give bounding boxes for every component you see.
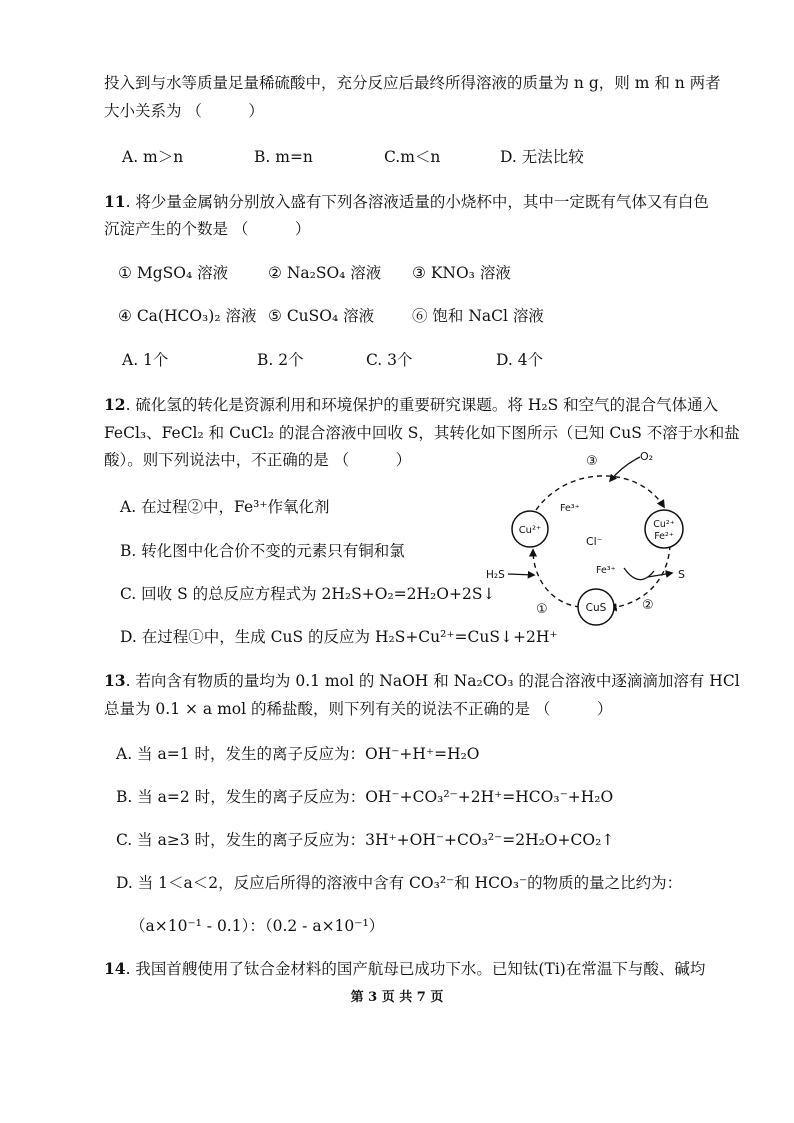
o2-label: O₂ bbox=[640, 450, 654, 463]
q12-line-1 bbox=[104, 394, 718, 416]
o2-arrow bbox=[610, 457, 640, 481]
step-1-label: ① bbox=[536, 602, 548, 617]
q10-option-a: A. m＞n bbox=[122, 148, 184, 166]
q11-option-c: C. 3个 bbox=[366, 351, 413, 369]
cus-label: CuS bbox=[585, 602, 607, 614]
q11-option-a: A. 1个 bbox=[122, 351, 169, 369]
fe3-top-label: Fe³⁺ bbox=[560, 503, 580, 514]
q10-line-1: 投入到与水等质量足量稀硫酸中，充分反应后最终所得溶液的质量为 n g，则 m 和 n 两者 bbox=[104, 74, 721, 92]
q14-line-1 bbox=[104, 958, 705, 980]
q13-number: 13 bbox=[104, 671, 126, 690]
q11-item-5: ⑤ CuSO₄ 溶液 bbox=[268, 307, 375, 325]
q12-line-3: 酸）。则下列说法中，不正确的是 （ ） bbox=[104, 451, 412, 469]
q11-stem: . 将少量金属钠分别放入盛有下列各溶液适量的小烧杯中，其中一定既有气体又有白色 bbox=[125, 193, 709, 211]
q13-option-d-ratio: （a×10⁻¹ - 0.1）：（0.2 - a×10⁻¹） bbox=[130, 917, 385, 935]
arc-top bbox=[536, 476, 664, 510]
sulfur-cycle-diagram bbox=[478, 445, 708, 635]
q12-line-2: FeCl₃、FeCl₂ 和 CuCl₂ 的混合溶液中回收 S，其转化如下图所示（已知 CuS 不溶于水和盐 bbox=[104, 424, 740, 442]
s-label: S bbox=[678, 568, 685, 581]
q13-option-c: C. 当 a≥3 时，发生的离子反应为：3H⁺+OH⁻+CO₃²⁻=2H₂O+CO₂↑ bbox=[116, 831, 615, 849]
q12-option-c: C. 回收 S 的总反应方程式为 2H₂S+O₂=2H₂O+2S↓ bbox=[120, 585, 496, 603]
arc-left bbox=[533, 550, 580, 607]
q11-option-b: B. 2个 bbox=[257, 351, 304, 369]
q10-option-d: D. 无法比较 bbox=[500, 148, 584, 166]
page-footer: 第 3 页 共 7 页 bbox=[350, 990, 444, 1005]
q11-item-3: ③ KNO₃ 溶液 bbox=[412, 264, 511, 282]
q12-option-b: B. 转化图中化合价不变的元素只有铜和氯 bbox=[120, 542, 405, 560]
h2s-arrow bbox=[508, 574, 534, 575]
fe3-curve bbox=[624, 568, 654, 580]
cu2-right-label: Cu²⁺ bbox=[653, 519, 675, 530]
q13-line-1 bbox=[104, 670, 740, 692]
q12-option-a: A. 在过程②中，Fe³⁺作氧化剂 bbox=[120, 498, 330, 516]
q10-option-b: B. m=n bbox=[254, 148, 313, 166]
h2s-label: H₂S bbox=[486, 569, 505, 581]
q13-option-a: A. 当 a=1 时，发生的离子反应为：OH⁻+H⁺=H₂O bbox=[116, 745, 480, 763]
q11-line-1 bbox=[104, 191, 709, 213]
q14-stem: . 我国首艘使用了钛合金材料的国产航母已成功下水。已知钛(Ti)在常温下与酸、碱均 bbox=[125, 960, 706, 978]
q12-stem: . 硫化氢的转化是资源利用和环境保护的重要研究课题。将 H₂S 和空气的混合气体通入 bbox=[125, 396, 719, 414]
q13-stem: . 若向含有物质的量均为 0.1 mol 的 NaOH 和 Na₂CO₃ 的混合溶液中逐滴滴加溶有 HCl bbox=[125, 672, 740, 690]
q12-number: 12 bbox=[104, 395, 126, 414]
q13-option-b: B. 当 a=2 时，发生的离子反应为：OH⁻+CO₃²⁻+2H⁺=HCO₃⁻+H₂O bbox=[116, 788, 614, 806]
cl-label: Cl⁻ bbox=[586, 535, 603, 548]
q11-item-6: ⑥ 饱和 NaCl 溶液 bbox=[412, 307, 544, 325]
q14-number: 14 bbox=[104, 959, 126, 978]
q13-line-2: 总量为 0.1 × a mol 的稀盐酸，则下列有关的说法不正确的是 （ ） bbox=[104, 700, 613, 718]
q11-line-2: 沉淀产生的个数是 （ ） bbox=[104, 220, 311, 238]
cu2-label: Cu²⁺ bbox=[518, 525, 542, 536]
q10-line-2: 大小关系为 （ ） bbox=[104, 102, 264, 120]
q11-number: 11 bbox=[104, 192, 126, 211]
step-2-label: ② bbox=[642, 598, 654, 613]
step-3-label: ③ bbox=[586, 454, 598, 469]
fe2-right-label: Fe²⁺ bbox=[654, 531, 674, 542]
arc-right bbox=[610, 545, 670, 608]
q11-option-d: D. 4个 bbox=[496, 351, 544, 369]
q13-option-d: D. 当 1＜a＜2，反应后所得的溶液中含有 CO₃²⁻和 HCO₃⁻的物质的量之比约为： bbox=[116, 874, 683, 892]
q11-item-4: ④ Ca(HCO₃)₂ 溶液 bbox=[118, 307, 257, 325]
fe3-mid-label: Fe³⁺ bbox=[596, 565, 616, 576]
q10-option-c: C.m＜n bbox=[384, 148, 441, 166]
q12-option-d: D. 在过程①中，生成 CuS 的反应为 H₂S+Cu²⁺=CuS↓+2H⁺ bbox=[120, 628, 558, 646]
q11-item-1: ① MgSO₄ 溶液 bbox=[118, 264, 229, 282]
q11-item-2: ② Na₂SO₄ 溶液 bbox=[268, 264, 382, 282]
